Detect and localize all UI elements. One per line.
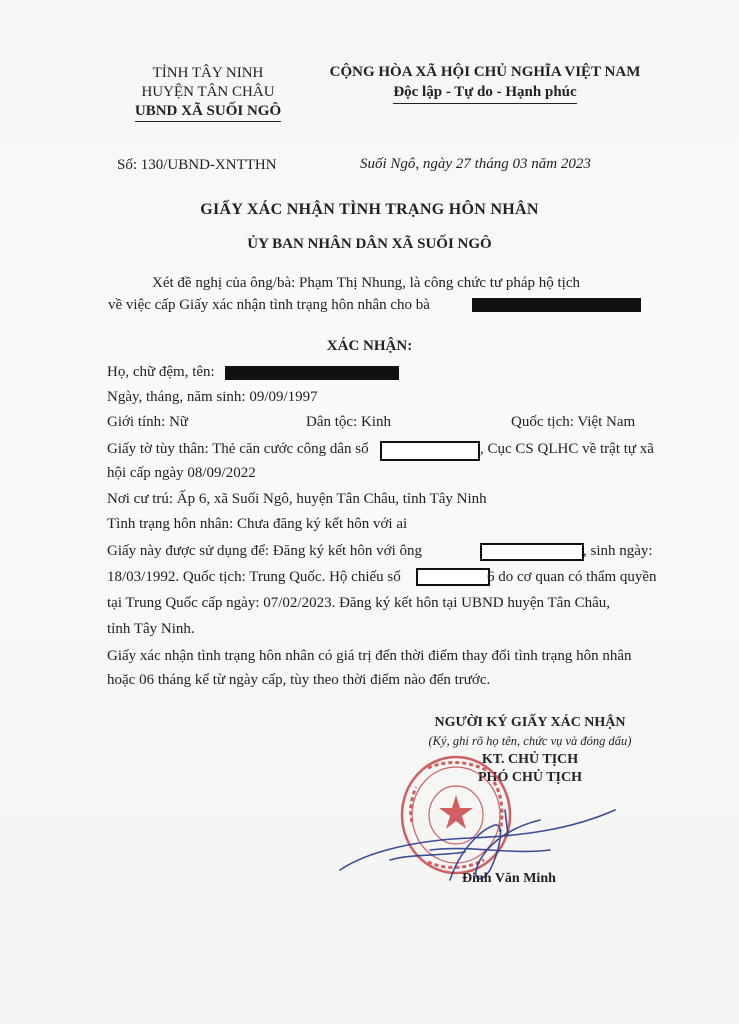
field-nationality: Quốc tịch: Việt Nam <box>511 414 636 430</box>
signer-note: (Ký, ghi rõ họ tên, chức vụ và đóng dấu) <box>428 734 632 748</box>
national-title-block <box>310 62 660 104</box>
field-id-line2: hội cấp ngày 08/09/2022 <box>107 465 256 481</box>
field-id-suffix: , Cục CS QLHC về trật tự xã <box>480 441 654 457</box>
redaction-box <box>416 568 490 586</box>
validity-line-1: Giấy xác nhận tình trạng hôn nhân có giá trị đến thời điểm thay đổi tình trạng hôn nhân <box>107 648 632 664</box>
signer-role-2: PHÓ CHỦ TỊCH <box>478 770 582 785</box>
field-purpose-line2-suffix: 6 do cơ quan có thẩm quyền <box>487 569 657 585</box>
redaction-bar <box>225 366 399 380</box>
redaction-box <box>480 543 584 561</box>
field-purpose-line4: tỉnh Tây Ninh. <box>107 621 195 637</box>
redaction-bar <box>472 298 641 312</box>
commune-committee-name: UBND XÃ SUỐI NGÔ <box>135 102 281 122</box>
field-gender: Giới tính: Nữ <box>107 414 189 430</box>
field-name-label: Họ, chữ đệm, tên: <box>107 364 215 380</box>
district-name: HUYỆN TÂN CHÂU <box>141 84 275 100</box>
field-dob: Ngày, tháng, năm sinh: 09/09/1997 <box>107 389 318 405</box>
confirm-heading: XÁC NHẬN: <box>326 338 413 354</box>
validity-line-2: hoặc 06 tháng kể từ ngày cấp, tùy theo thời điểm nào đến trước. <box>107 672 491 688</box>
field-ethnicity: Dân tộc: Kinh <box>306 414 391 430</box>
redaction-box <box>380 441 480 461</box>
document-number: Số: 130/UBND-XNTTHN <box>117 157 277 173</box>
field-purpose-line3: tại Trung Quốc cấp ngày: 07/02/2023. Đăng ký kết hôn tại UBND huyện Tân Châu, <box>107 595 610 611</box>
national-motto: Độc lập - Tự do - Hạnh phúc <box>393 82 576 104</box>
province-name: TỈNH TÂY NINH <box>152 65 264 81</box>
intro-line-2: về việc cấp Giấy xác nhận tình trạng hôn nhân cho bà <box>108 297 430 313</box>
field-marital-status: Tình trạng hôn nhân: Chưa đăng ký kết hôn với ai <box>107 516 408 532</box>
national-name: CỘNG HÒA XÃ HỘI CHỦ NGHĨA VIỆT NAM <box>329 64 641 80</box>
intro-line-1: Xét đề nghị của ông/bà: Phạm Thị Nhung, là công chức tư pháp hộ tịch <box>152 275 580 291</box>
signer-name: Đinh Văn Minh <box>462 871 556 886</box>
place-and-date: Suối Ngô, ngày 27 tháng 03 năm 2023 <box>360 156 591 172</box>
document-title: GIẤY XÁC NHẬN TÌNH TRẠNG HÔN NHÂN <box>200 201 539 218</box>
field-residence: Nơi cư trú: Ấp 6, xã Suối Ngô, huyện Tân Châu, tỉnh Tây Ninh <box>107 491 487 507</box>
field-purpose-suffix: , sinh ngày: <box>583 543 653 559</box>
field-purpose-prefix: Giấy này được sử dụng để: Đăng ký kết hôn với ông <box>107 543 422 559</box>
issuing-authority-block <box>108 64 308 122</box>
issuer-name: ỦY BAN NHÂN DÂN XÃ SUỐI NGÔ <box>247 236 492 252</box>
signer-heading: NGƯỜI KÝ GIẤY XÁC NHẬN <box>434 715 626 730</box>
field-purpose-line2-prefix: 18/03/1992. Quốc tịch: Trung Quốc. Hộ chiếu số <box>107 569 401 585</box>
signer-role-1: KT. CHỦ TỊCH <box>481 752 579 767</box>
field-id-prefix: Giấy tờ tùy thân: Thẻ căn cước công dân số <box>107 441 369 457</box>
